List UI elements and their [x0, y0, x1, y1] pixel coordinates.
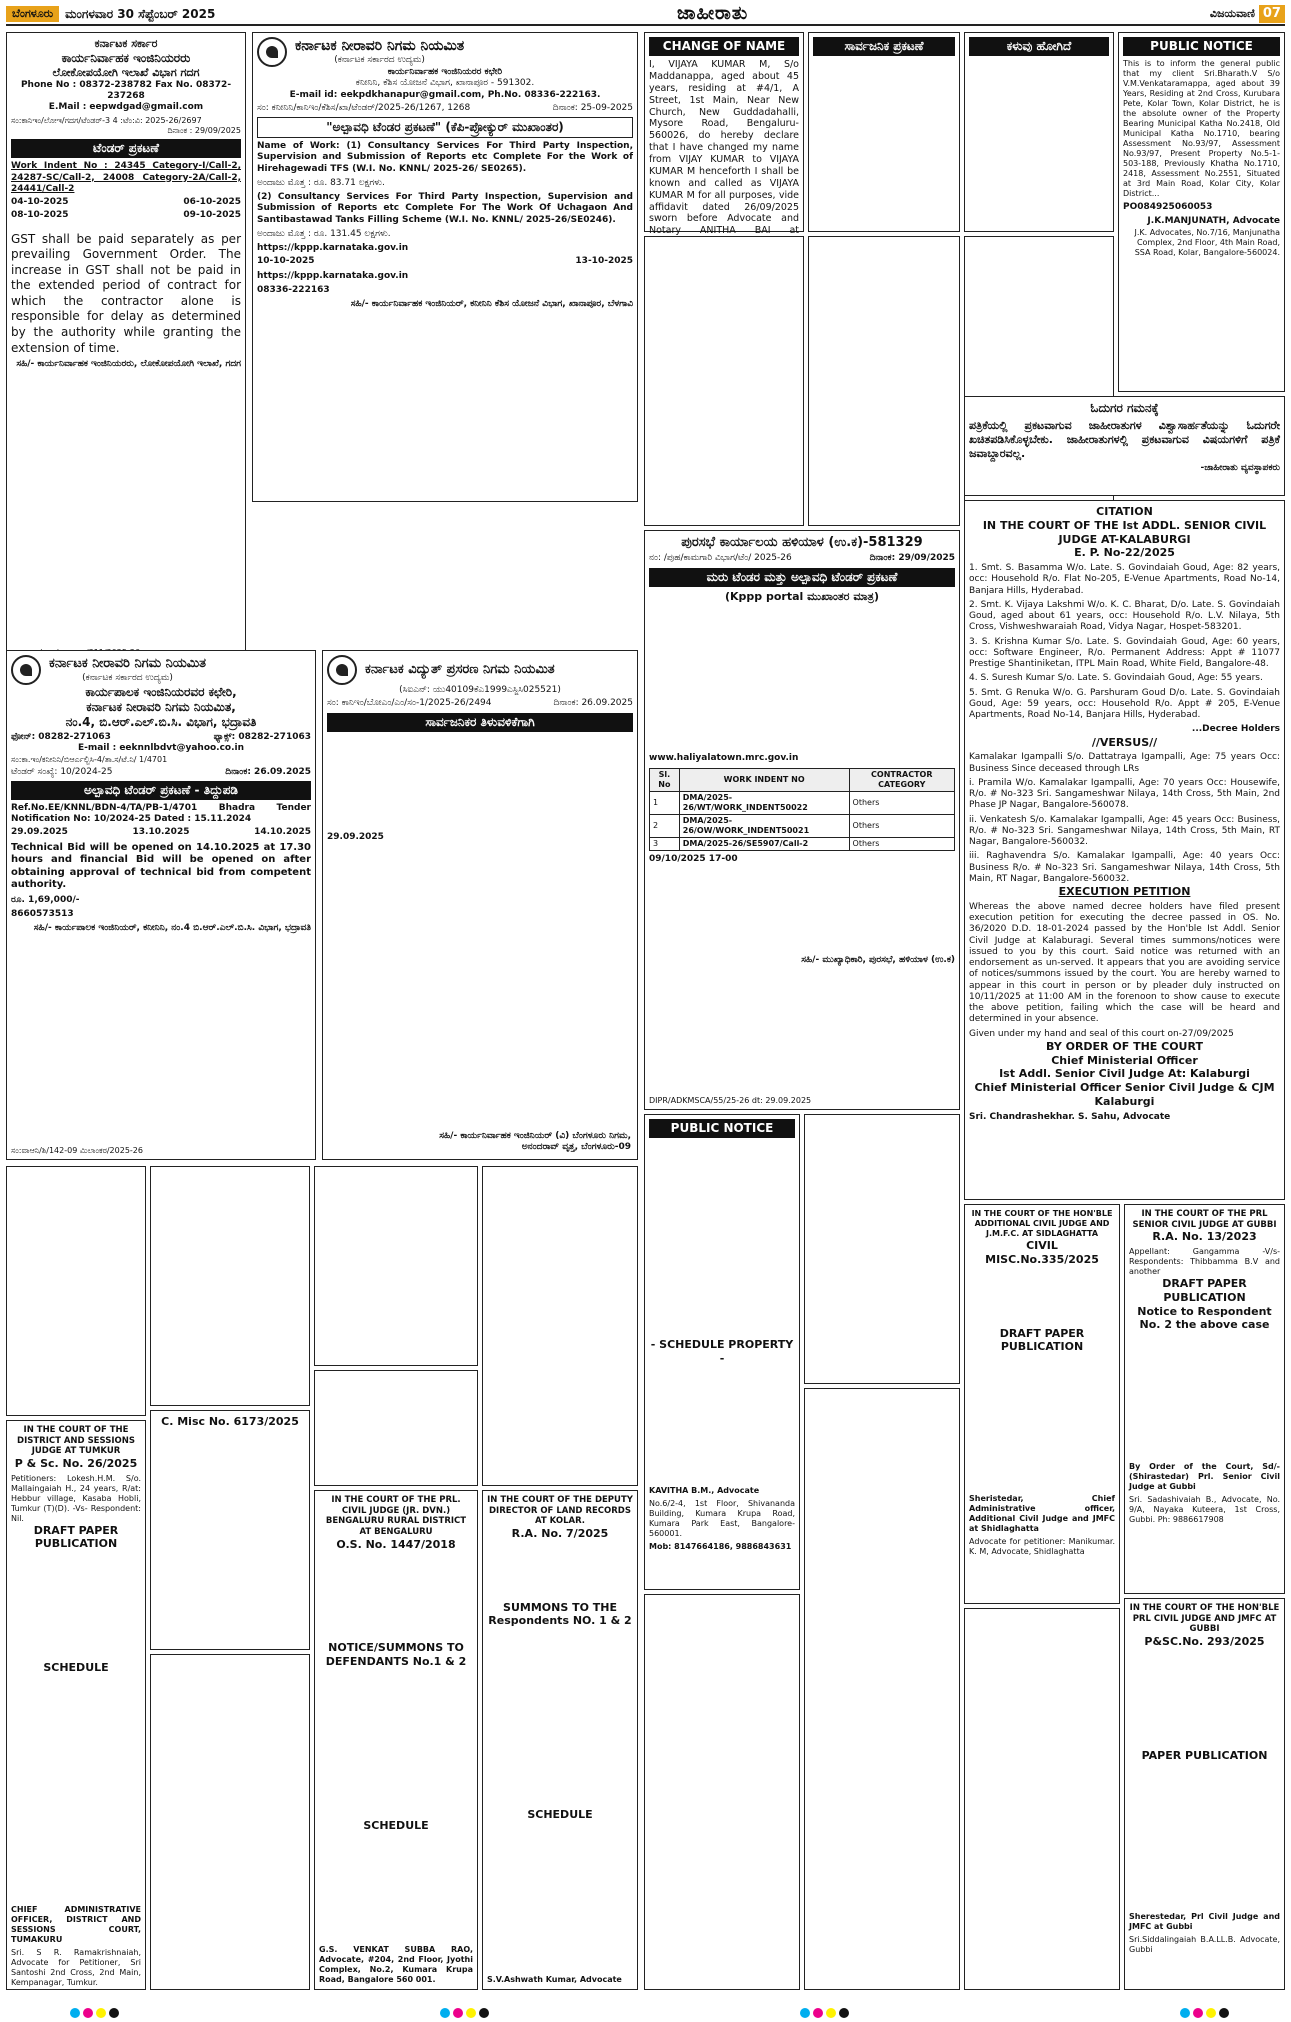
respondent-2: ii. Venkatesh S/o. Kamalakar Igampalli, Age: 45 years Occ: Business, R/o. # No-323 Sri. Sangameshwar Nilaya, 14th Cross, 5th Main, RT Nagar, Bangalore-560032.	[969, 814, 1280, 847]
ad-pwd-gadag-tender	[6, 32, 246, 662]
col-header: CONTRACTOR CATEGORY	[849, 768, 954, 791]
amount-1: ಅಂದಾಜು ಮೊತ್ತ : ರೂ. 83.71 ಲಕ್ಷಗಳು.	[257, 177, 385, 188]
signatory-2: Ist Addl. Senior Civil Judge At: Kalaburgi	[999, 1067, 1250, 1081]
signatory-3: Chief Ministerial Officer Senior Civil Judge & CJM Kalaburgi	[974, 1081, 1275, 1108]
ad-knnl-bhadravathi	[6, 650, 316, 1160]
court-name: IN THE COURT OF THE DEPUTY DIRECTOR OF LAND RECORDS AT KOLAR.	[487, 1495, 633, 1527]
registration-dot	[1180, 2008, 1190, 2018]
reference-number: ಸಂ: ಕಾನಿಇಂ/ಬೋಎಂ/ಎಂ/ಸಂ-1/2025-26/2494	[327, 698, 492, 709]
notice-label: DRAFT PAPER PUBLICATION	[1162, 1277, 1247, 1304]
fax: ಫ್ಯಾಕ್ಸ್: 08282-271063	[213, 732, 311, 742]
color-registration-left	[70, 2008, 119, 2018]
work-2: (2) Consultancy Services For Third Party Inspection, Supervision and Submission of Reports etc Complete For The Work Of Uchagaon And Santibastawad Tanks Filling Scheme (W.I. No. KNNL/ 2025-26/SE0246).	[257, 192, 633, 225]
cin-number: (ಸಿಐಎನ್: ಯು40109ಕೆಎ1999ಎಸ್ಜಿಸಿ025521)	[399, 685, 561, 695]
parties: Appellant: Gangamma -V/s- Respondents: Thibbamma B.V and another	[1129, 1247, 1280, 1276]
court-name: IN THE COURT OF THE Ist ADDL. SENIOR CIVIL JUDGE AT-KALABURGI	[982, 518, 1267, 546]
notice-heading: ಕಳುವು ಹೋಗಿದೆ	[969, 37, 1109, 56]
summons-label: SUMMONS TO THE Respondents NO. 1 & 2	[488, 1600, 632, 1628]
notice-heading: ಟೆಂಡರ್ ಪ್ರಕಟಣೆ	[11, 139, 241, 158]
date-1: 29.09.2025	[327, 831, 384, 842]
notice-sublabel: Notice to Respondent No. 2 the above case	[1137, 1304, 1272, 1332]
court-name: IN THE COURT OF THE PRL SENIOR CIVIL JUDGE AT GUBBI	[1132, 1209, 1277, 1230]
table-cell: DMA/2025-26/WT/WORK_INDENT50022	[679, 791, 849, 814]
notice-text: I, VIJAYA KUMAR M, S/o Maddanappa, aged about 45 years, residing at #4/1, A Street, 1st Main, Near New Church, New Guddadahalli, Mysore Road, Bengaluru-560026, do hereby declare that I have changed my name from VIJAY KUMAR to VIJAYA KUMAR M henceforth I shall be known and called as VIJAYA KUMAR M for all purposes, vide affidavit dated 26/09/2025 sworn before Advocate and Notary ANITHA BAI at	[649, 59, 799, 237]
ad-court-gubbi-senior	[1124, 1204, 1285, 1594]
signatory: J.K.MANJUNATH, Advocate	[1147, 216, 1280, 227]
org-name: ಕರ್ನಾಟಕ ನೀರಾವರಿ ನಿಗಮ ನಿಯಮಿತ	[295, 37, 465, 54]
org-line-1: ಕರ್ನಾಟಕ ಸರ್ಕಾರ	[94, 37, 158, 50]
registration-dot	[466, 2008, 476, 2018]
ad-kn-misc-8	[804, 1114, 960, 1384]
ad-kn-misc-1	[6, 1166, 146, 1416]
notice-subheading: ಮರು ಟೆಂಡರ ಮತ್ತು ಅಲ್ಪಾವಧಿ ಟೆಂಡರ್ ಪ್ರಕಟಣೆ	[649, 568, 955, 587]
ad-readers-attention	[964, 396, 1285, 496]
given-date: Given under my hand and seal of this court on-27/09/2025	[969, 1028, 1234, 1039]
ad-kn-misc-10	[964, 1608, 1120, 1990]
contact-email: E.Mail : eepwdgad@gmail.com	[48, 102, 204, 112]
issue-date: ಮಂಗಳವಾರ 30 ಸೆಪ್ಟೆಂಬರ್ 2025	[65, 6, 216, 21]
ad-public-notice-kolar	[1118, 32, 1285, 392]
amount-2: ಅಂದಾಜು ಮೊತ್ತ : ರೂ. 131.45 ಲಕ್ಷಗಳು.	[257, 228, 391, 239]
table-row	[650, 837, 955, 850]
ad-kn-misc-4	[482, 1166, 638, 1486]
party-2: 2. Smt. K. Vijaya Lakshmi W/o. K. C. Bharat, D/o. Late. S. Govindaiah Goud, aged about 61 years, occ: Household R/o. L.V. Nilaya, 5th Cross, Vishweshwaraiah Road, Vidya Nagar, Hospet-583201.	[969, 599, 1280, 633]
holders-label: ...Decree Holders	[1191, 724, 1280, 735]
advocate: G.S. VENKAT SUBBA RAO, Advocate, #204, 2nd Floor, Jyothi Complex, No.2, Kumara Krupa Road, Bangalore 560 001.	[319, 1945, 473, 1984]
ad-knnl-khanapur	[252, 32, 638, 502]
versus-label: //VERSUS//	[1091, 735, 1158, 749]
case-number: R.A. No. 13/2023	[1152, 1230, 1257, 1244]
registration-dot	[826, 2008, 836, 2018]
table-cell: Others	[849, 837, 954, 850]
case-number: P & Sc. No. 26/2025	[14, 1456, 138, 1470]
notice-heading: ಓದುಗರ ಗಮನಕ್ಕೆ	[1090, 401, 1159, 415]
ad-court-bengaluru-rural	[314, 1490, 478, 1990]
court-name: IN THE COURT OF THE PRL. CIVIL JUDGE (JR. DVN.) BENGALURU RURAL DISTRICT AT BENGALURU	[325, 1495, 467, 1537]
col-header: Sl. No	[650, 768, 680, 791]
notice-date: ದಿನಾಂಕ: 26.09.2025	[553, 698, 633, 709]
ad-court-cmisc	[150, 1410, 310, 1650]
notice-heading: PUBLIC NOTICE	[649, 1119, 795, 1138]
ad-kn-misc-7	[644, 1594, 800, 1990]
org-subtitle: (ಕರ್ನಾಟಕ ಸರ್ಕಾರದ ಉದ್ಯಮ)	[334, 55, 425, 66]
deadline: 09/10/2025 17-00	[649, 853, 738, 864]
notice-heading: ಸಾರ್ವಜನಿಕರ ತಿಳುವಳಿಕೆಗಾಗಿ	[327, 713, 633, 732]
notice-label: DRAFT PAPER PUBLICATION	[33, 1523, 119, 1551]
signatory: ಸಹಿ/- ಕಾರ್ಯನಿರ್ವಾಹಕ ಇಂಜಿನಿಯರ್, ಕನೀನಿನಿ ಕೆಶಿಸ ಯೋಜನೆ ವಿಭಾಗ, ಖಾನಾಪೂರ, ಬೆಳಗಾವಿ	[350, 299, 633, 309]
office-address: ಕನೀನಿನಿ, ಕೆಶಿಸ ಯೋಜನೆ ವಿಭಾಗ, ಖಾನಾಪೂರ - 591302.	[355, 78, 535, 89]
table-cell: DMA/2025-26/OW/WORK_INDENT50021	[679, 814, 849, 837]
case-number: P&SC.No. 293/2025	[1144, 1634, 1265, 1648]
ad-kn-misc-6	[314, 1370, 478, 1486]
advocate: Sri. Chandrashekhar. S. Sahu, Advocate	[969, 1111, 1171, 1122]
case-number: C. Misc No. 6173/2025	[161, 1415, 299, 1428]
paper-label: PAPER PUBLICATION	[1141, 1748, 1268, 1762]
registration-dot	[1219, 2008, 1229, 2018]
page-number: 07	[1259, 5, 1285, 23]
po-number: PO084925060053	[1123, 202, 1213, 212]
ad-kn-notice-b	[808, 236, 960, 526]
order-label: BY ORDER OF THE COURT	[1046, 1039, 1203, 1053]
ad-kn-misc-3	[314, 1166, 478, 1366]
body-text: Whereas the above named decree holders have filed present execution petition for executing the decree passed in OS. No. 36/2020 D.D. 18-01-2024 passed by the Hon'ble Ist Addl. Senior Civil Judge at Kalaburagi. Several times summons/notices were issued to you by this court. Said notice was returned with an endorsement as un-served. It appears that you are avoiding service of notices/summons issued by the court. You are hereby warned to appear in this court in person or by pleader duly instructed on 10/11/2025 at 11:00 AM in the forenoon to show cause to execute the above petition, failing which the case will be heard and determined in your absence.	[969, 901, 1280, 1025]
registration-dot	[479, 2008, 489, 2018]
signatory: Sheristedar, Chief Administrative officer, Additional Civil Judge and JMFC at Shidlaghatta	[969, 1494, 1115, 1533]
ad-public-notice-kn	[808, 32, 960, 232]
registration-dot	[813, 2008, 823, 2018]
signatory: -ಜಾಹೀರಾತು ವ್ಯವಸ್ಥಾಪಕರು	[1200, 463, 1280, 474]
registration-dot	[453, 2008, 463, 2018]
notice-heading: ಪುರಸಭೆ ಕಾರ್ಯಾಲಯ ಹಳಿಯಾಳ (ಉ.ಕ)-581329	[681, 535, 923, 550]
page-section-title: ಜಾಹೀರಾತು	[677, 2, 749, 24]
party-4: 4. S. Suresh Kumar S/o. Late. S. Govindaiah Goud, Age: 55 years.	[969, 673, 1263, 684]
court-name: IN THE COURT OF THE HON'BLE ADDITIONAL CIVIL JUDGE AND J.M.F.C. AT SIDLAGHATTA	[971, 1209, 1113, 1238]
advocate: Advocate for petitioner: Manikumar. K. M, Advocate, Shidlaghatta	[969, 1537, 1115, 1556]
gst-clause: GST shall be paid separately as per prevailing Government Order. The increase in GST shall not be paid in the extended period of contract for which the contractor alone is responsible for delay as determined by the authority while granting the extension of time.	[11, 231, 241, 355]
technical-bid: Technical Bid will be opened on 14.10.2025 at 17.30 hours and financial Bid will be opened on after obtaining approval of technical bid from competent authority.	[11, 841, 311, 890]
color-registration-mid-left	[440, 2008, 489, 2018]
table-cell: Others	[849, 814, 954, 837]
registration-dot	[109, 2008, 119, 2018]
ad-court-kolar-ddlr	[482, 1490, 638, 1990]
advocate: Sri. S R. Ramakrishnaiah, Advocate for Petitioner, Sri Santoshi 2nd Cross, 2nd Main, Kempanagar, Tumkur.	[11, 1947, 141, 1987]
amount: ರೂ. 1,69,000/-	[11, 894, 80, 905]
registration-dot	[1193, 2008, 1203, 2018]
mobile: Mob: 8147664186, 9886843631	[649, 1541, 792, 1551]
reference-number: ಸಂ:ಕಾನಿಇಂ/ಲೋಇ/ಗದಗ/ಟೆಂಡರ್-3 4 :ಟೆಂ:ವಿ: 2025-26/2697	[11, 116, 202, 126]
notice-text: ಪತ್ರಿಕೆಯಲ್ಲಿ ಪ್ರಕಟವಾಗುವ ಜಾಹೀರಾತುಗಳ ವಿಶ್ವಾಸಾರ್ಹತೆಯನ್ನು ಓದುಗರೇ ಖಚಿತಪಡಿಸಿಕೊಳ್ಳಬೇಕು. ಜಾಹೀರಾತುಗಳಲ್ಲಿ ಪ್ರಕಟವಾಗುವ ವಿಷಯಗಳಿಗೆ ಪತ್ರಿಕೆ ಜವಾಬ್ದಾರವಲ್ಲ.	[969, 419, 1280, 460]
org-name: ಕರ್ನಾಟಕ ವಿದ್ಯುತ್ ಪ್ರಸರಣ ನಿಗಮ ನಿಯಮಿತ	[365, 661, 555, 677]
ad-haliyal-tender	[644, 530, 960, 1110]
date-2: 13-10-2025	[575, 256, 633, 267]
execution-label: EXECUTION PETITION	[1058, 885, 1191, 898]
phone: ಫೋನ್: 08282-271063	[11, 732, 111, 742]
work-indent: Work Indent No : 24345 Category-I/Call-2, 24287-SC/Call-2, 24008 Category-2A/Call-2, 24441/Call-2	[11, 161, 241, 194]
office-line-2: ಕರ್ನಾಟಕ ನೀರಾವರಿ ನಿಗಮ ನಿಯಮಿತ,	[86, 700, 236, 714]
color-registration-right	[1180, 2008, 1229, 2018]
contact-phone: 08336-222163	[257, 284, 330, 295]
registration-dot	[440, 2008, 450, 2018]
case-number: CIVIL MISC.No.335/2025	[985, 1239, 1099, 1266]
color-registration-mid-right	[800, 2008, 849, 2018]
work-indent-table	[649, 768, 955, 851]
registration-dot	[1206, 2008, 1216, 2018]
ad-kn-misc-9	[804, 1388, 960, 1990]
org-subtitle: (ಕರ್ನಾಟಕ ಸರ್ಕಾರದ ಉದ್ಯಮ)	[82, 672, 173, 683]
contact-phone: Phone No : 08372-238782 Fax No. 08372-237268	[20, 79, 232, 101]
notice-text: This is to inform the general public that my client Sri.Bharath.V S/o V.M.Venkataramappa, aged about 39 Years, Residing at 2nd Cross, Kurubara Pete, Kolar Town, Kolar District, he is the absolute owner of the Property Bearing Municipal Katha No.2418, Old Municipal Katha No.1710, bearing Assessment No.93/97, Assessment No.93/97, Present Property No.5-1-503-188, Previously Khatha No.1710, 2418, Assessment No.2551, Situated at 3rd Main Road, Kolar City, Kolar District...	[1123, 59, 1280, 198]
email: E-mail : eeknnlbdvt@yahoo.co.in	[77, 743, 245, 754]
work-1: Name of Work: (1) Consultancy Services For Third Party Inspection, Supervision and Submission of Reports etc Complete For the Work of Hirehagewadi TFS (W.I. No. KNNL/ 2025-26/ SE0265).	[257, 141, 633, 174]
reference-number: ಸಂ:ಕಾ.ಇಂ/ಕನೀನಿನಿ/ಬಿಆರ್ಎಲ್ಬಿಸಿ-4/ತಾ.ಸ/ಟೆ.ನಿ/ 1/4701	[11, 754, 168, 764]
signatory: CHIEF ADMINISTRATIVE OFFICER, DISTRICT AND SESSIONS COURT, TUMAKURU	[11, 1904, 141, 1944]
tender-number: ಟೆಂಡರ್ ಸಂಖ್ಯೆ: 10/2024-25	[11, 766, 113, 777]
table-row	[650, 791, 955, 814]
date-2: 13.10.2025	[132, 827, 190, 838]
notice-date: ದಿನಾಂಕ: 25-09-2025	[552, 102, 633, 113]
kptcl-logo-icon	[327, 655, 357, 685]
org-name: ಕರ್ನಾಟಕ ನೀರಾವರಿ ನಿಗಮ ನಿಯಮಿತ	[49, 656, 207, 672]
court-name: IN THE COURT OF THE HON'BLE PRL CIVIL JUDGE AND JMFC AT GUBBI	[1129, 1603, 1280, 1635]
ad-public-notice-bangalore	[644, 1114, 800, 1590]
registration-dot	[83, 2008, 93, 2018]
notice-subheading-2: (Kppp portal ಮುಖಾಂತರ ಮಾತ್ರ)	[724, 589, 879, 603]
footer-ref: ಸಂ:ವಾಆನಿ/ಶಿ/142-09 ಮಿಲಾಂಕರ/2025-26	[11, 1146, 143, 1155]
signatory: By Order of the Court, Sd/- (Shirastedar) Prl. Senior Civil Judge at Gubbi	[1129, 1462, 1280, 1491]
knnl-logo-icon	[257, 37, 287, 67]
signatory: KAVITHA B.M., Advocate	[649, 1485, 760, 1495]
notice-heading: ಅಲ್ಪಾವಧಿ ಟೆಂಡರ್ ಪ್ರಕಟಣೆ - ತಿದ್ದುಪಡಿ	[11, 781, 311, 800]
party-3: 3. S. Krishna Kumar S/o. Late. S. Govindaiah Goud, Age: 60 years, occ: Software Engineer, R/o. Permanent Address: Appt # 11077 Prestige Shantiniketan, ITPL Main Road, White Field, Bangalore-48.	[969, 636, 1280, 669]
ad-kn-misc-5	[150, 1654, 310, 1990]
registration-dot	[800, 2008, 810, 2018]
case-number: E. P. No-22/2025	[1074, 546, 1175, 560]
date-2: 06-10-2025	[183, 197, 241, 207]
org-line-3: ಲೋಕೋಪಯೋಗಿ ಇಲಾಖೆ ವಿಭಾಗ ಗದಗ	[52, 65, 200, 79]
notice-heading: CITATION	[1096, 505, 1153, 518]
footer-ref: DIPR/ADKMSCA/55/25-26 dt: 29.09.2025	[649, 1096, 812, 1105]
notice-heading: "ಅಲ್ಪಾವಧಿ ಟೆಂಡರ ಪ್ರಕಟಣೆ" (ಕೆಪಿ-ಪ್ರೋಕ್ಯುರ್ ಮುಖಾಂತರ)	[257, 117, 633, 138]
website[interactable]: www.haliyalatown.mrc.gov.in	[649, 753, 799, 764]
court-name: IN THE COURT OF THE DISTRICT AND SESSIONS JUDGE AT TUMKUR	[17, 1425, 135, 1457]
party-5: 5. Smt. G Renuka W/o. G. Parshuram Goud D/o. Late. S. Govindaiah Goud, Age: 59 years, occ: Household R/o. Appt # 205, E-Venue Apartments, Road No-14, Banjara Hills, Hyderabad.	[969, 687, 1280, 720]
date-1: 10-10-2025	[257, 256, 315, 267]
notice-date: ದಿನಾಂಕ: 26.09.2025	[225, 766, 311, 777]
notice-date: ದಿನಾಂಕ: 29/09/2025	[869, 553, 955, 564]
date-4: 09-10-2025	[183, 210, 241, 221]
table-cell: 3	[650, 837, 680, 850]
advocate: Sri. Sadashivaiah B., Advocate, No. 9/A, Nayaka Kuteera, 1st Cross, Gubbi. Ph: 9886617908	[1129, 1495, 1280, 1524]
notice-heading: ಸಾರ್ವಜನಿಕ ಪ್ರಕಟಣೆ	[813, 37, 955, 56]
office-line-3: ನಂ.4, ಬಿ.ಆರ್.ಎಲ್.ಬಿ.ಸಿ. ವಿಭಾಗ, ಭದ್ರಾವತಿ	[65, 715, 257, 729]
table-row	[650, 814, 955, 837]
signatory-1: Chief Ministerial Officer	[1051, 1053, 1198, 1067]
ad-kn-notice-a	[644, 236, 804, 526]
ref-line: Ref.No.EE/KNNL/BDN-4/TA/PB-1/4701 Bhadra Tender Notification No: 10/2024-25 Dated : 15.11.2024	[11, 802, 311, 824]
notice-heading: PUBLIC NOTICE	[1123, 37, 1280, 56]
schedule-label: SCHEDULE	[527, 1808, 593, 1822]
respondent-3: iii. Raghavendra S/o. Kamalakar Igampalli, Age: 40 years Occ: Business R/o. # No-323 Sri. Sangameshwar Nilaya, 14th Cross, 5th Main, RT Nagar, Bangalore-560032.	[969, 851, 1280, 884]
signatory: ಸಹಿ/- ಕಾರ್ಯನಿರ್ವಾಹಕ ಇಂಜಿನಿಯರರು, ಲೋಕೋಪಯೋಗಿ ಇಲಾಖೆ, ಗದಗ	[16, 359, 241, 370]
masthead	[6, 4, 1285, 26]
date-1: 29.09.2025	[11, 827, 68, 838]
schedule-label: SCHEDULE	[363, 1818, 429, 1832]
ad-change-of-name	[644, 32, 804, 237]
notice-label: NOTICE/SUMMONS TO DEFENDANTS No.1 & 2	[325, 1641, 467, 1668]
portal-site[interactable]: https://kppp.karnataka.gov.in	[257, 270, 409, 281]
ad-court-gubbi-jmfc	[1124, 1598, 1285, 1990]
advocate-address: No.6/2-4, 1st Floor, Shivananda Building, Kumara Krupa Road, Kumara Park East, Bangalore-560001.	[649, 1498, 795, 1538]
registration-dot	[70, 2008, 80, 2018]
party-1: 1. Smt. S. Basamma W/o. Late. S. Govindaiah Goud, Age: 82 years, occ: Household R/o. Flat No-205, E-Venue Apartments, Road No-14, Banjara Hills, Hyderabad.	[969, 563, 1280, 596]
date-3: 14.10.2025	[254, 827, 311, 838]
ad-kptcl-notice	[322, 650, 638, 1160]
registration-dot	[839, 2008, 849, 2018]
date-1: 04-10-2025	[11, 197, 69, 207]
office-line-1: ಕಾರ್ಯಪಾಲಕ ಇಂಜಿನಿಯರವರ ಕಛೇರಿ,	[85, 685, 237, 699]
table-cell: Others	[849, 791, 954, 814]
edition-tag: ಬೆಂಗಳೂರು	[6, 6, 59, 22]
portal-url[interactable]: https://kppp.karnataka.gov.in	[257, 243, 409, 253]
notice-date: ದಿನಾಂಕ : 29/09/2025	[167, 126, 241, 136]
table-cell: DMA/2025-26/SE5907/Call-2	[679, 837, 849, 850]
notice-label: DRAFT PAPER PUBLICATION	[999, 1326, 1085, 1354]
advocate-address: J.K. Advocates, No.7/16, Manjunatha Complex, 2nd Floor, 4th Main Road, SSA Road, Kolar, Bangalore-560024.	[1134, 227, 1280, 257]
date-3: 08-10-2025	[11, 210, 69, 221]
advocate: S.V.Ashwath Kumar, Advocate	[487, 1975, 622, 1984]
signatory: ಸಹಿ/- ಮುಖ್ಯಾಧಿಕಾರಿ, ಪುರಸಭೆ, ಹಳಿಯಾಳ (ಉ.ಕ)	[801, 954, 955, 965]
case-number: O.S. No. 1447/2018	[336, 1537, 456, 1551]
advocate: Sri.Siddalingaiah B.A.LL.B. Advocate, Gubbi	[1129, 1935, 1280, 1955]
respondent-1: i. Pramila W/o. Kamalakar Igampalli, Age: 70 years Occ: Housewife, R/o. # No-323 Sri. Sangameshwar Nilaya, 14th Cross, 5th Main, 2nd Phase JP Nagar, Bangalore-560078.	[969, 777, 1280, 811]
contact-line: E-mail id: eekpdkhanapur@gmail.com, Ph.No. 08336-222163.	[289, 89, 601, 100]
col-header: WORK INDENT NO	[679, 768, 849, 791]
ad-lost-notice	[964, 32, 1114, 232]
ad-court-sidlaghatta	[964, 1204, 1120, 1604]
schedule-label: - SCHEDULE PROPERTY -	[650, 1338, 794, 1365]
signatory: ಸಹಿ/- ಕಾರ್ಯನಿರ್ವಾಹಕ ಇಂಜಿನಿಯರ್ (ವಿ) ಬೆಂಗಳೂರು ನಿಗಮ, ಅನಂದರಾವ್ ವೃತ್ತ, ಬೆಂಗಳೂರು-09	[439, 1130, 631, 1152]
table-cell: 1	[650, 791, 680, 814]
knnl-logo-icon	[11, 655, 41, 685]
contact-phone: 8660573513	[11, 908, 74, 919]
schedule-label: SCHEDULE	[43, 1661, 109, 1675]
ad-kn-misc-2	[150, 1166, 310, 1406]
case-number: R.A. No. 7/2025	[511, 1526, 609, 1540]
ad-court-tumkur	[6, 1420, 146, 1990]
office-name: ಕಾರ್ಯನಿರ್ವಾಹಕ ಇಂಜಿನಿಯರರ ಕಛೇರಿ	[387, 67, 503, 77]
notice-heading: CHANGE OF NAME	[649, 37, 799, 56]
respondent-0: Kamalakar Igampalli S/o. Dattatraya Igampalli, Age: 75 years Occ: Business Since deceased through LRs	[969, 752, 1280, 774]
ad-citation-kalaburgi	[964, 500, 1285, 1200]
brand-name: ವಿಜಯವಾಣಿ	[1209, 7, 1255, 21]
parties: Petitioners: Lokesh.H.M. S/o. Mallaingaiah H., 24 years, R/at: Hebbur village, Kasaba Hobli, Tumkur (T)(D). -Vs- Respondent: Nil.	[11, 1473, 141, 1523]
signatory: ಸಹಿ/- ಕಾರ್ಯಪಾಲಕ ಇಂಜಿನಿಯರ್, ಕನೀನಿನಿ, ನಂ.4 ಬಿ.ಆರ್.ಎಲ್.ಬಿ.ಸಿ. ವಿಭಾಗ, ಭದ್ರಾವತಿ	[33, 923, 311, 933]
registration-dot	[96, 2008, 106, 2018]
table-cell: 2	[650, 814, 680, 837]
signatory: Sherestedar, Prl Civil Judge and JMFC at Gubbi	[1129, 1912, 1280, 1932]
org-line-2: ಕಾರ್ಯನಿರ್ವಾಹಕ ಇಂಜಿನಿಯರರು	[61, 50, 191, 65]
reference-number: ನಂ: /ಪುಹ/ಕಾಮಗಾರಿ ವಿಭಾಗ/ಟೆಂ/ 2025-26	[649, 553, 792, 564]
reference-number: ಸಂ: ಕನೀನಿನಿ/ಕಾನಿಇಂ/ಕೆಶಿಸ/ಖಾ/ಟೆಂಡರ್/2025-26/1267, 1268	[257, 102, 471, 113]
